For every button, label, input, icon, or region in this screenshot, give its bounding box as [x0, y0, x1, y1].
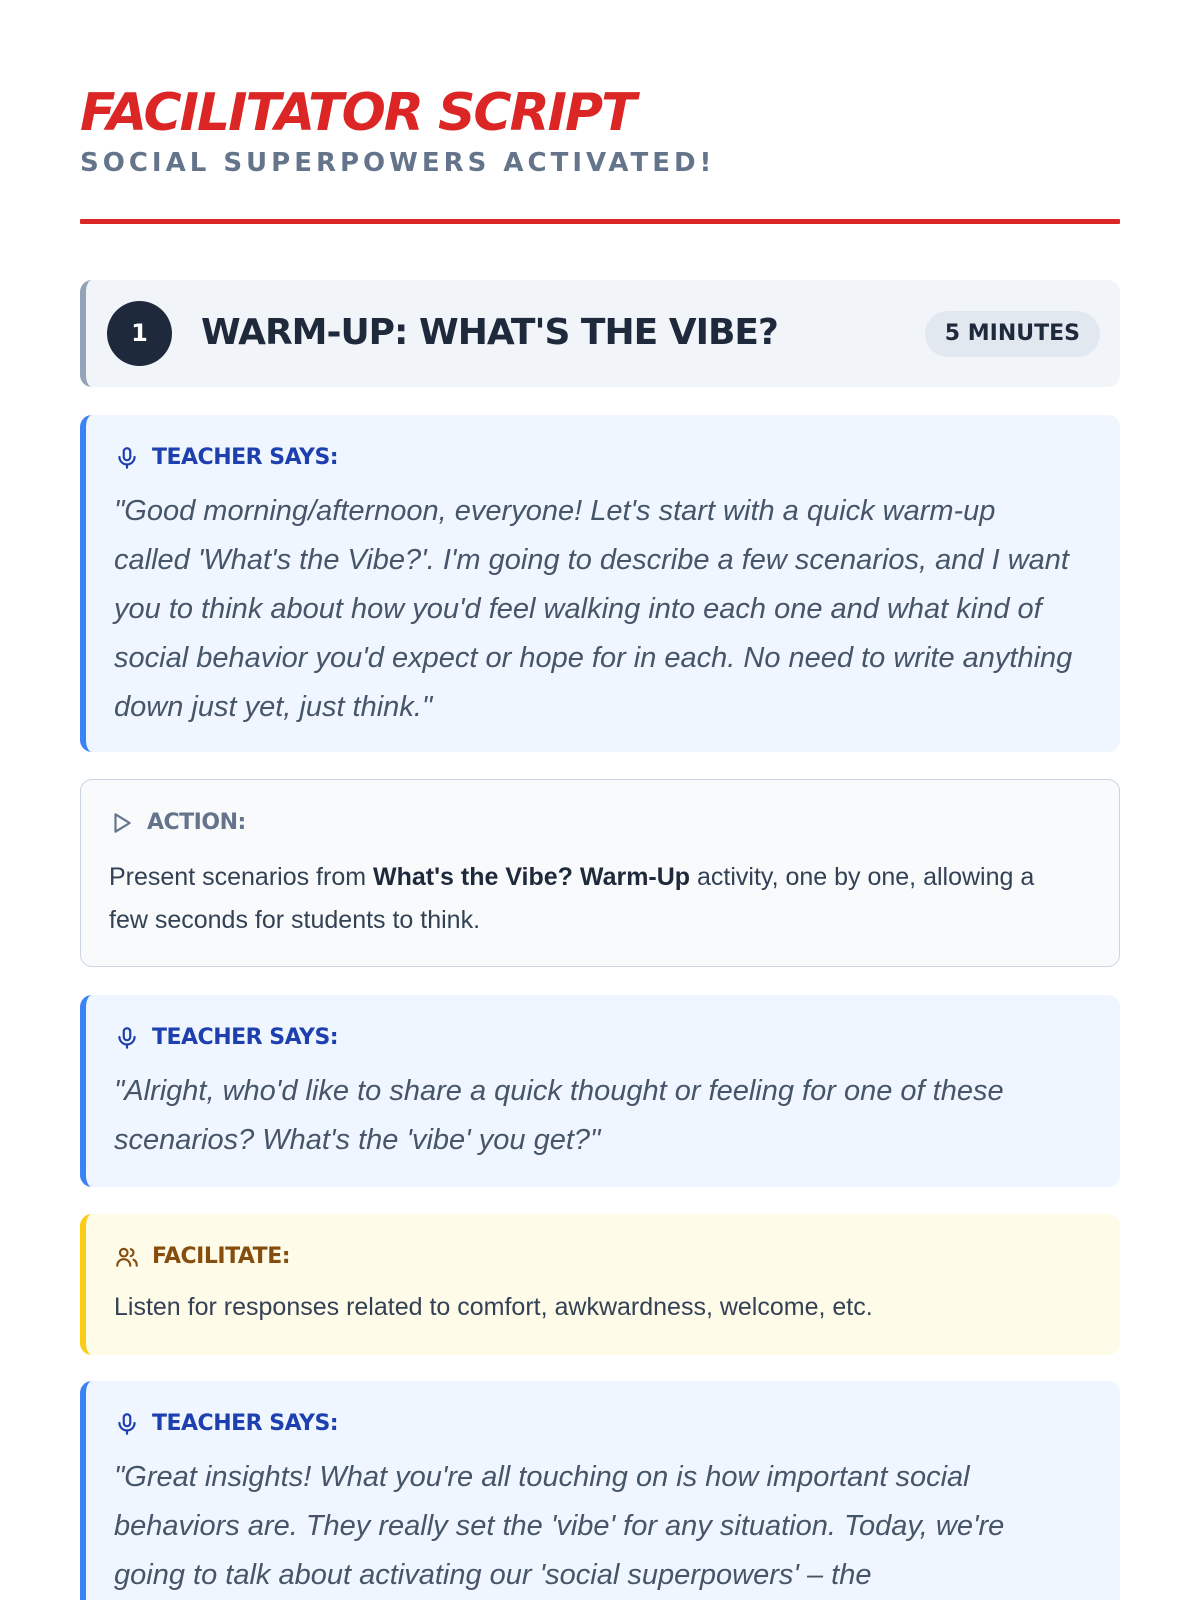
action-text	[109, 856, 1069, 942]
label-text: TEACHER SAYS:	[152, 445, 339, 470]
teacher-says-card	[80, 995, 1120, 1187]
label-text: TEACHER SAYS:	[152, 1411, 339, 1436]
users-icon	[114, 1244, 140, 1270]
page-subtitle: SOCIAL SUPERPOWERS ACTIVATED!	[80, 148, 716, 178]
teacher-says-label	[114, 443, 338, 473]
section-header	[80, 280, 1120, 387]
header-divider	[80, 219, 1120, 224]
action-text-end: activity, one by one, allowing a few seconds for students to think.	[109, 863, 1035, 934]
section-title: WARM-UP: WHAT'S THE VIBE?	[201, 312, 778, 353]
microphone-icon	[114, 1411, 140, 1437]
facilitate-label	[114, 1242, 290, 1272]
teacher-says-card	[80, 415, 1120, 752]
teacher-says-text: "Good morning/afternoon, everyone! Let's start with a quick warm-up called 'What's the Vibe?'. I'm going to describe a few scenarios, and I want you to think about how you'd feel walking into each one and what kind of social behavior you'd expect or hope for in each. No need to write anything down just yet, just think."	[114, 495, 1073, 723]
label-text: FACILITATE:	[152, 1244, 291, 1269]
teacher-says-text: "Alright, who'd like to share a quick thought or feeling for one of these scenarios? What's the 'vibe' you get?"	[114, 1075, 1004, 1156]
microphone-icon	[114, 445, 140, 471]
duration-badge: 5 MINUTES	[925, 311, 1100, 357]
teacher-says-text: "Great insights! What you're all touching on is how important social behaviors are. They really set the 'vibe' for any situation. Today, we're going to talk about activating our 'social superpowers' – the	[114, 1461, 1005, 1591]
action-label	[109, 808, 246, 838]
page-title: FACILITATOR SCRIPT	[80, 83, 635, 143]
label-text: ACTION:	[147, 810, 246, 835]
facilitate-text: Listen for responses related to comfort, awkwardness, welcome, etc.	[114, 1293, 873, 1321]
step-number-badge: 1	[107, 301, 172, 366]
teacher-says-label	[114, 1409, 338, 1439]
label-text: TEACHER SAYS:	[152, 1025, 339, 1050]
action-text-start: Present scenarios from	[109, 863, 373, 891]
action-card	[80, 779, 1120, 967]
microphone-icon	[114, 1025, 140, 1051]
teacher-says-label	[114, 1023, 338, 1053]
play-icon	[109, 810, 135, 836]
page-header	[80, 80, 1120, 180]
facilitate-card	[80, 1214, 1120, 1355]
teacher-says-card	[80, 1381, 1120, 1600]
activity-name: What's the Vibe? Warm-Up	[373, 863, 691, 891]
